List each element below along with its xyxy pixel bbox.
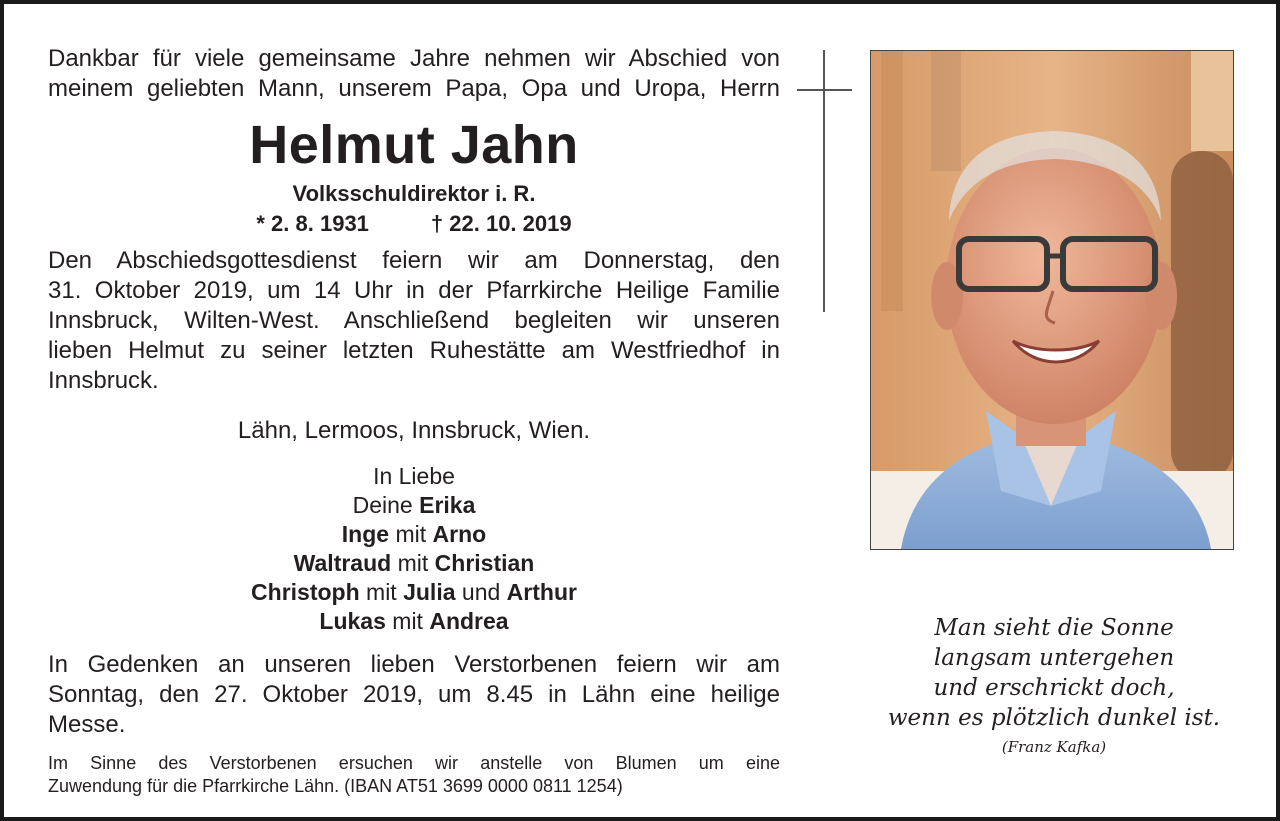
places-line: Lähn, Lermoos, Innsbruck, Wien.	[237, 417, 591, 444]
donation-line-2: Zuwendung für die Pfarrkirche Lähn. (IBAN AT51 3699 0000 0811 1254)	[48, 776, 623, 796]
death-date: † 22. 10. 2019	[430, 211, 572, 236]
service-line-2: 31. Oktober 2019, um 14 Uhr in der Pfarrkirche Heilige Familie	[48, 277, 780, 304]
family-row-4: Christoph mit Julia und Arthur	[251, 579, 577, 605]
quote-line-3: und erschrickt doch,	[933, 675, 1175, 701]
service-line-4: lieben Helmut zu seiner letzten Ruhestätte am Westfriedhof in	[48, 337, 780, 364]
donation-note	[48, 752, 780, 798]
memorial-line-3: Messe.	[48, 711, 126, 738]
family-row-1: Deine Erika	[352, 492, 476, 518]
deceased-title: Volksschuldirektor i. R.	[292, 181, 536, 206]
service-line-1: Den Abschiedsgottesdienst feiern wir am Donnerstag, den	[48, 247, 780, 274]
portrait-illustration	[871, 51, 1233, 549]
family-row-3: Waltraud mit Christian	[293, 550, 535, 576]
memorial-line-1: In Gedenken an unseren lieben Verstorbenen feiern wir am	[48, 651, 780, 678]
donation-line-1: Im Sinne des Verstorbenen ersuchen wir anstelle von Blumen um eine	[48, 753, 780, 773]
service-line-3: Innsbruck, Wilten-West. Anschließend begleiten wir unseren	[48, 307, 780, 334]
life-dates	[48, 208, 780, 240]
service-line-5: Innsbruck.	[48, 367, 159, 394]
deceased-name: Helmut Jahn	[249, 115, 579, 175]
family-row-2: Inge mit Arno	[341, 521, 487, 547]
quote-author: (Franz Kafka)	[1001, 738, 1107, 756]
quote-line-4: wenn es plötzlich dunkel ist.	[887, 705, 1221, 731]
memorial-line-2: Sonntag, den 27. Oktober 2019, um 8.45 in Lähn eine heilige	[48, 681, 780, 708]
text-column	[48, 44, 780, 798]
portrait-photo	[870, 50, 1234, 550]
quote-line-2: langsam untergehen	[933, 645, 1175, 671]
family-row-5: Lukas mit Andrea	[319, 608, 509, 634]
kafka-quote	[854, 613, 1254, 759]
intro-line-2: meinem geliebten Mann, unserem Papa, Opa und Uropa, Herrn	[48, 75, 780, 102]
quote-line-1: Man sieht die Sonne	[934, 615, 1174, 641]
cross-icon-horizontal	[797, 89, 852, 91]
family-signatures	[48, 462, 780, 636]
intro-line-1: Dankbar für viele gemeinsame Jahre nehmen wir Abschied von	[48, 45, 780, 72]
in-love-line: In Liebe	[373, 463, 455, 489]
birth-date: * 2. 8. 1931	[256, 211, 369, 236]
